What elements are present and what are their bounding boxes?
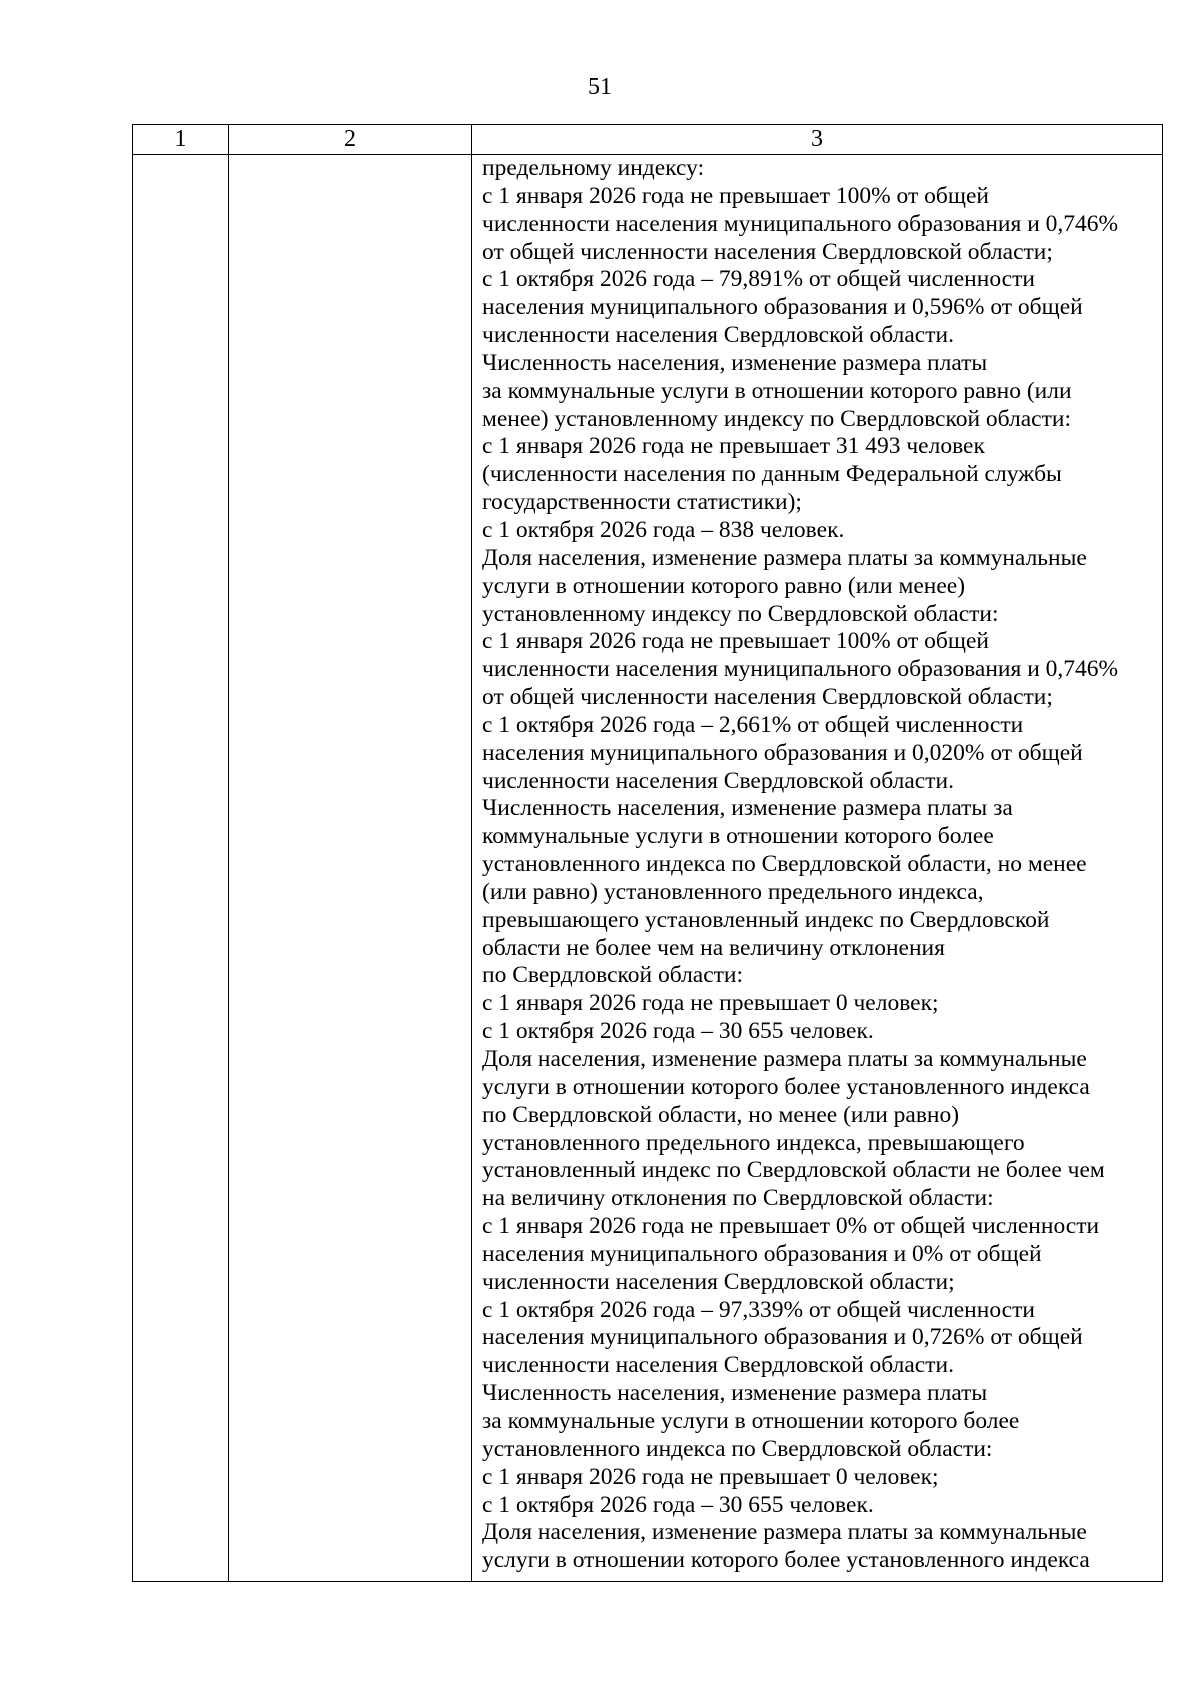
text-line: установленного индекса по Свердловской области:	[482, 1435, 993, 1462]
text-line: Доля населения, изменение размера платы за коммунальные	[482, 544, 1087, 571]
header-col-1: 1	[133, 125, 229, 155]
text-line: численности населения Свердловской области;	[482, 1268, 955, 1295]
cell-col-2	[229, 155, 472, 1582]
text-line: численности населения Свердловской области.	[482, 767, 954, 794]
text-line: предельному индексу:	[482, 155, 705, 181]
text-line: коммунальные услуги в отношении которого более	[482, 823, 994, 850]
text-line: Численность населения, изменение размера платы за	[482, 795, 1013, 822]
text-line: с 1 октября 2026 года – 2,661% от общей численности	[482, 711, 1024, 738]
text-line: по Свердловской области, но менее (или равно)	[482, 1101, 960, 1128]
table-header-row	[133, 125, 1163, 155]
text-line: с 1 октября 2026 года – 97,339% от общей численности	[482, 1296, 1035, 1323]
text-line: населения муниципального образования и 0% от общей	[482, 1240, 1042, 1267]
text-line: на величину отклонения по Свердловской области:	[482, 1185, 994, 1212]
text-line: численности населения муниципального образования и 0,746%	[482, 210, 1119, 237]
text-line: с 1 октября 2026 года – 30 655 человек.	[482, 1491, 874, 1518]
text-line: численности населения Свердловской области.	[482, 1352, 954, 1379]
cell-col-3	[472, 155, 1163, 1582]
text-line: с 1 января 2026 года не превышает 0 человек;	[482, 990, 939, 1017]
text-line: населения муниципального образования и 0,726% от общей	[482, 1324, 1083, 1351]
text-line: по Свердловской области:	[482, 962, 744, 989]
text-line: численности населения Свердловской области.	[482, 322, 954, 349]
text-line: установленному индексу по Свердловской области:	[482, 600, 999, 627]
text-line: области не более чем на величину отклонения	[482, 934, 945, 961]
text-line: с 1 октября 2026 года – 79,891% от общей численности	[482, 266, 1035, 293]
table-row	[133, 155, 1163, 1582]
text-line: за коммунальные услуги в отношении которого равно (или	[482, 377, 1072, 404]
text-line: населения муниципального образования и 0,020% от общей	[482, 739, 1083, 766]
text-line: менее) установленному индексу по Свердловской области:	[482, 405, 1071, 432]
text-line: установленный индекс по Свердловской области не более чем	[482, 1157, 1105, 1184]
text-line: установленного индекса по Свердловской области, но менее	[482, 851, 1087, 878]
text-line: с 1 января 2026 года не превышает 31 493 человек	[482, 433, 985, 460]
text-line: от общей численности населения Свердловской области;	[482, 684, 1053, 711]
text-line: с 1 октября 2026 года – 30 655 человек.	[482, 1018, 874, 1045]
text-line: населения муниципального образования и 0,596% от общей	[482, 294, 1083, 321]
text-line: Доля населения, изменение размера платы за коммунальные	[482, 1519, 1087, 1546]
header-col-3: 3	[472, 125, 1163, 155]
text-line: (численности населения по данным Федеральной службы	[482, 461, 1062, 488]
page-number: 51	[588, 74, 612, 100]
text-line: от общей численности населения Свердловской области;	[482, 238, 1053, 265]
text-line: (или равно) установленного предельного индекса,	[482, 878, 984, 905]
text-line: с 1 октября 2026 года – 838 человек.	[482, 516, 845, 543]
cell-col-1	[133, 155, 229, 1582]
text-line: с 1 января 2026 года не превышает 100% от общей	[482, 628, 989, 655]
text-line: с 1 января 2026 года не превышает 0 человек;	[482, 1463, 939, 1490]
text-line: услуги в отношении которого более установленного индекса	[482, 1073, 1090, 1100]
text-line: Численность населения, изменение размера платы	[482, 349, 988, 376]
text-line: с 1 января 2026 года не превышает 0% от общей численности	[482, 1213, 1100, 1240]
text-line: услуги в отношении которого более установленного индекса	[482, 1547, 1090, 1574]
text-line: с 1 января 2026 года не превышает 100% от общей	[482, 182, 989, 209]
text-line: превышающего установленный индекс по Свердловской	[482, 906, 1050, 933]
text-line: услуги в отношении которого равно (или менее)	[482, 572, 966, 599]
text-line: численности населения муниципального образования и 0,746%	[482, 656, 1119, 683]
header-col-2: 2	[229, 125, 472, 155]
document-table	[132, 124, 1163, 1582]
text-line: Доля населения, изменение размера платы за коммунальные	[482, 1046, 1087, 1072]
text-line: установленного предельного индекса, превышающего	[482, 1129, 1025, 1156]
text-line: за коммунальные услуги в отношении которого более	[482, 1407, 1020, 1434]
text-line: Численность населения, изменение размера платы	[482, 1380, 988, 1407]
text-line: государственности статистики);	[482, 489, 802, 516]
